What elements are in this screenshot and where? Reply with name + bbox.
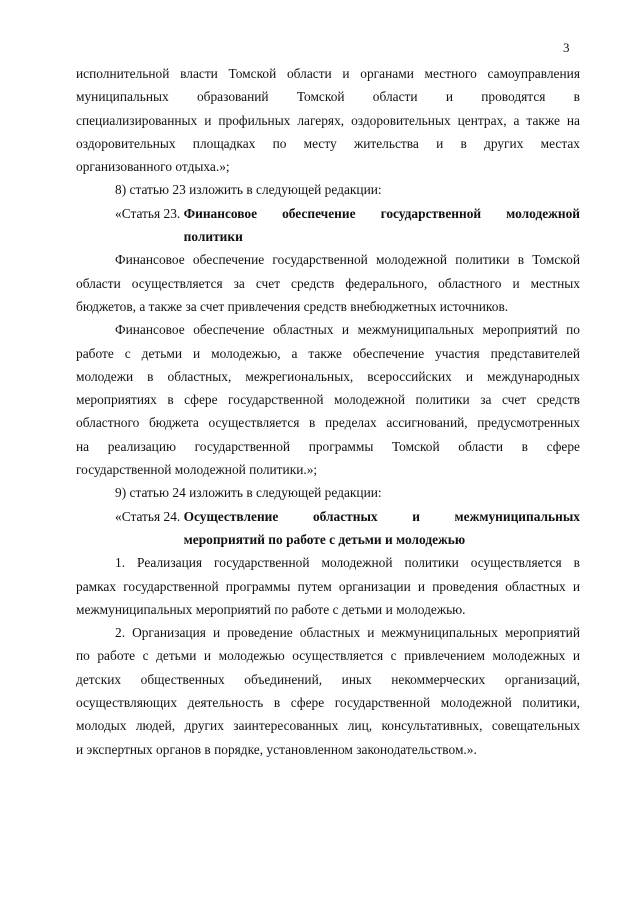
text-line: по работе с детьми и молодежью осуществляется с привлечением молодежных и [76,648,580,664]
text-line: осуществляющих деятельность в сфере государственной молодежной политики, [76,695,580,711]
article-23-title-line: политики [183,229,243,245]
text-line: мероприятиях в сфере государственной молодежной политики за счет средств [76,392,580,408]
text-line: на реализацию государственной программы Томской области в сфере [76,438,580,454]
text-line: государственной молодежной политики.»; [76,462,318,478]
text-line: межмуниципальных мероприятий по работе с детьми и молодежью. [76,601,466,617]
text-line: специализированных и профильных лагерях, оздоровительных центрах, а также на [76,112,580,128]
text-line: областного бюджета осуществляется в пределах ассигнований, предусмотренных [76,415,580,431]
text-line: молодежи в областных, межрегиональных, всероссийских и международных [76,368,580,384]
article-24-title-line: Осуществление областных и межмуниципальных [183,508,580,524]
text-line: муниципальных образований Томской области и проводятся в [76,89,580,105]
paragraph-article-24-2 [76,621,580,761]
page-number: 3 [563,40,570,55]
article-24-prefix: «Статья 24. [115,508,184,524]
article-23-title-line: Финансовое обеспечение государственной молодежной [183,205,580,221]
article-23-prefix: «Статья 23. [115,205,184,221]
article-24-title [184,505,580,552]
article-24-title-line: мероприятий по работе с детьми и молодежью [183,531,466,547]
article-24-heading [76,505,580,552]
text-line: рамках государственной программы путем организации и проведения областных и [76,578,580,594]
text-line: бюджетов, а также за счет привлечения средств внебюджетных источников. [76,298,509,314]
text-line: Финансовое обеспечение областных и межмуниципальных мероприятий по [115,322,580,338]
text-line: Финансовое обеспечение государственной молодежной политики в Томской [115,252,580,268]
paragraph-article-23-2 [76,318,580,481]
text-line: организованного отдыха.»; [76,159,230,175]
text-line: исполнительной власти Томской области и органами местного самоуправления [76,66,580,81]
text-line: области осуществляется за счет средств федерального, областного и местных [76,275,580,291]
paragraph-item-8: 8) статью 23 изложить в следующей редакции: [115,182,382,198]
text-line: детских общественных объединений, иных некоммерческих организаций, [76,671,580,687]
paragraph-item-9: 9) статью 24 изложить в следующей редакции: [115,485,382,501]
article-23-title [184,202,580,249]
text-line: и экспертных органов в порядке, установленном законодательством.». [76,741,477,757]
text-line: 1. Реализация государственной молодежной политики осуществляется в [115,555,580,571]
text-line: работе с детьми и молодежью, а также обеспечение участия представителей [76,345,580,361]
text-line: 2. Организация и проведение областных и межмуниципальных мероприятий [115,625,580,641]
article-23-heading [76,202,580,249]
paragraph-continuation [76,62,580,178]
text-line: молодых людей, других заинтересованных лиц, консультативных, совещательных [76,718,580,734]
text-line: оздоровительных площадках по месту жительства и в других местах [76,135,580,151]
paragraph-article-23-1 [76,248,580,318]
document-body [76,62,580,761]
paragraph-article-24-1 [76,551,580,621]
